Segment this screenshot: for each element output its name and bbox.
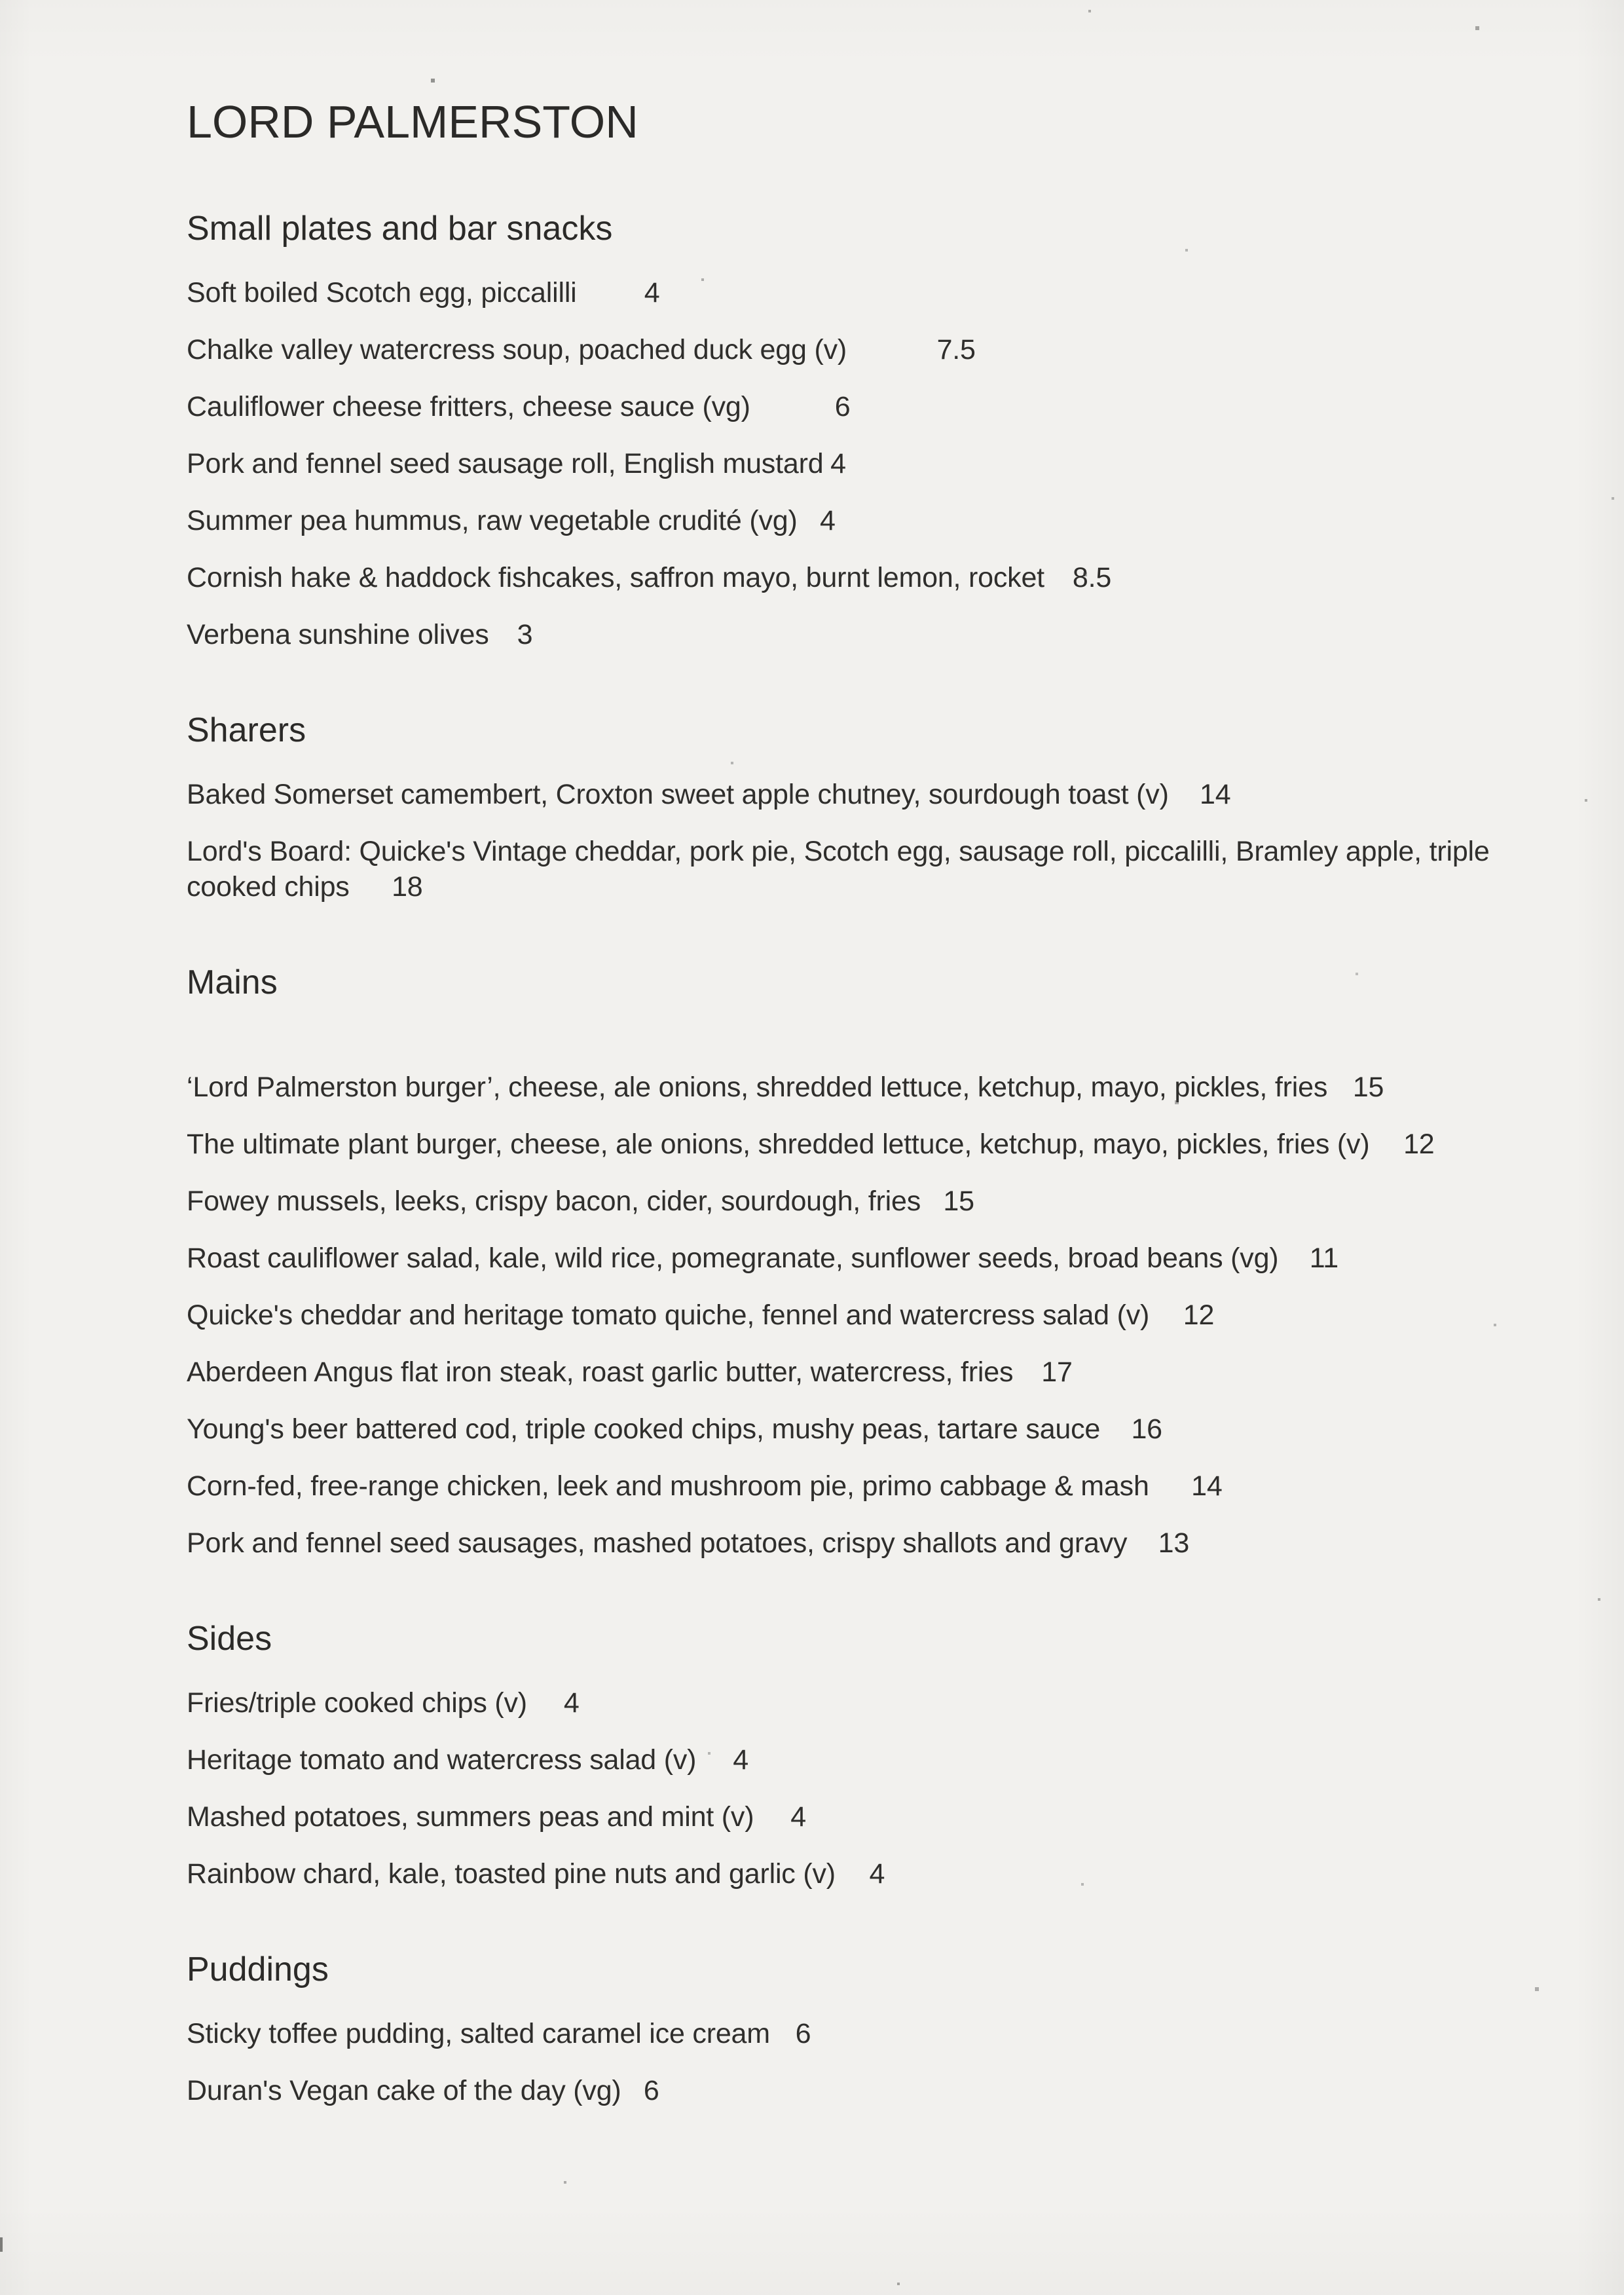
menu-item	[187, 446, 1513, 481]
menu-items-sharers	[187, 777, 1513, 905]
menu-item	[187, 1070, 1513, 1105]
menu-item	[187, 1742, 1513, 1778]
item-price: 4	[790, 1801, 806, 1833]
section-heading-mains: Mains	[187, 963, 278, 1001]
item-price: 4	[644, 277, 660, 308]
menu-sections	[187, 208, 1513, 2108]
menu-item	[187, 2016, 1513, 2051]
menu-item	[187, 617, 1513, 652]
item-name: Cauliflower cheese fritters, cheese sauce (vg)	[187, 391, 750, 422]
menu-item	[187, 1241, 1513, 1276]
section-heading-sides: Sides	[187, 1620, 272, 1658]
item-price: 8.5	[1072, 562, 1112, 593]
item-name: Summer pea hummus, raw vegetable crudité (vg)	[187, 505, 798, 536]
menu-items-mains	[187, 1029, 1513, 1561]
menu-items-sides	[187, 1685, 1513, 1892]
section-heading-puddings: Puddings	[187, 1950, 329, 1988]
item-price: 4	[733, 1744, 748, 1776]
menu-item	[187, 1411, 1513, 1447]
item-price: 12	[1183, 1299, 1215, 1331]
item-price: 11	[1309, 1242, 1338, 1274]
item-name: Fries/triple cooked chips (v)	[187, 1687, 527, 1719]
item-name: Verbena sunshine olives	[187, 619, 489, 650]
item-price: 4	[563, 1687, 580, 1719]
item-price: 4	[869, 1858, 885, 1890]
item-price: 4	[830, 448, 846, 479]
menu-item	[187, 1297, 1513, 1333]
menu-item	[187, 1354, 1513, 1390]
item-name: Mashed potatoes, summers peas and mint (v)	[187, 1801, 754, 1833]
item-name: The ultimate plant burger, cheese, ale onions, shredded lettuce, ketchup, mayo, pickles, fries (v)	[187, 1129, 1370, 1160]
menu-item	[187, 332, 1513, 367]
item-name: ‘Lord Palmerston burger’, cheese, ale onions, shredded lettuce, ketchup, mayo, pickles, fries	[187, 1072, 1328, 1103]
item-name: Chalke valley watercress soup, poached duck egg (v)	[187, 334, 847, 365]
section-puddings	[187, 1949, 1513, 2108]
section-small-plates	[187, 208, 1513, 652]
menu-item	[187, 1799, 1513, 1835]
menu-item	[187, 834, 1513, 905]
item-price: 16	[1131, 1413, 1162, 1445]
item-name: Pork and fennel seed sausages, mashed potatoes, crispy shallots and gravy	[187, 1527, 1128, 1559]
item-price: 14	[1191, 1470, 1223, 1502]
item-name: Baked Somerset camembert, Croxton sweet apple chutney, sourdough toast (v)	[187, 779, 1169, 810]
item-name: Corn-fed, free-range chicken, leek and mushroom pie, primo cabbage & mash	[187, 1470, 1149, 1502]
item-price: 14	[1200, 779, 1231, 810]
item-name: Rainbow chard, kale, toasted pine nuts and garlic (v)	[187, 1858, 836, 1890]
page-title: LORD PALMERSTON	[187, 96, 638, 147]
menu-items-small-plates	[187, 275, 1513, 652]
item-price: 7.5	[936, 334, 976, 365]
menu-items-puddings	[187, 2016, 1513, 2108]
item-price: 18	[392, 871, 423, 903]
menu-item	[187, 1856, 1513, 1892]
item-name: Fowey mussels, leeks, crispy bacon, cider, sourdough, fries	[187, 1185, 921, 1217]
item-price: 17	[1041, 1356, 1073, 1388]
menu-item	[187, 1468, 1513, 1504]
item-price: 15	[943, 1185, 974, 1217]
item-name: Soft boiled Scotch egg, piccalilli	[187, 277, 577, 308]
menu-item	[187, 275, 1513, 310]
item-name: Duran's Vegan cake of the day (vg)	[187, 2075, 621, 2106]
item-price: 6	[795, 2018, 811, 2049]
item-name: Young's beer battered cod, triple cooked chips, mushy peas, tartare sauce	[187, 1413, 1101, 1445]
item-name: Heritage tomato and watercress salad (v)	[187, 1744, 697, 1776]
menu-item	[187, 1184, 1513, 1219]
scan-speckles	[0, 0, 1, 1]
section-sides	[187, 1618, 1513, 1892]
item-name: Quicke's cheddar and heritage tomato quiche, fennel and watercress salad (v)	[187, 1299, 1150, 1331]
item-name: Cornish hake & haddock fishcakes, saffron mayo, burnt lemon, rocket	[187, 562, 1044, 593]
menu-item	[187, 503, 1513, 538]
section-heading-sharers: Sharers	[187, 711, 306, 749]
section-sharers	[187, 710, 1513, 905]
menu-item	[187, 777, 1513, 812]
menu-item	[187, 2073, 1513, 2108]
item-price: 4	[820, 505, 836, 536]
item-price: 6	[643, 2075, 659, 2106]
item-name: Lord's Board: Quicke's Vintage cheddar, pork pie, Scotch egg, sausage roll, piccalilli, Bramley apple, triple cooked chips	[187, 836, 1490, 903]
scan-edge-mark	[0, 2237, 3, 2252]
section-heading-small-plates: Small plates and bar snacks	[187, 210, 613, 248]
section-mains	[187, 962, 1513, 1561]
item-name: Aberdeen Angus flat iron steak, roast garlic butter, watercress, fries	[187, 1356, 1014, 1388]
menu-item	[187, 1127, 1513, 1162]
item-name: Pork and fennel seed sausage roll, English mustard	[187, 448, 824, 479]
item-price: 3	[517, 619, 533, 650]
menu-item	[187, 560, 1513, 595]
item-price: 6	[834, 391, 851, 422]
item-price: 12	[1403, 1129, 1435, 1160]
item-name: Sticky toffee pudding, salted caramel ice cream	[187, 2018, 770, 2049]
item-name: Roast cauliflower salad, kale, wild rice, pomegranate, sunflower seeds, broad beans (vg)	[187, 1242, 1279, 1274]
menu-item	[187, 1525, 1513, 1561]
menu-item	[187, 389, 1513, 424]
item-price: 15	[1352, 1072, 1384, 1103]
menu-item	[187, 1685, 1513, 1721]
item-price: 13	[1158, 1527, 1190, 1559]
